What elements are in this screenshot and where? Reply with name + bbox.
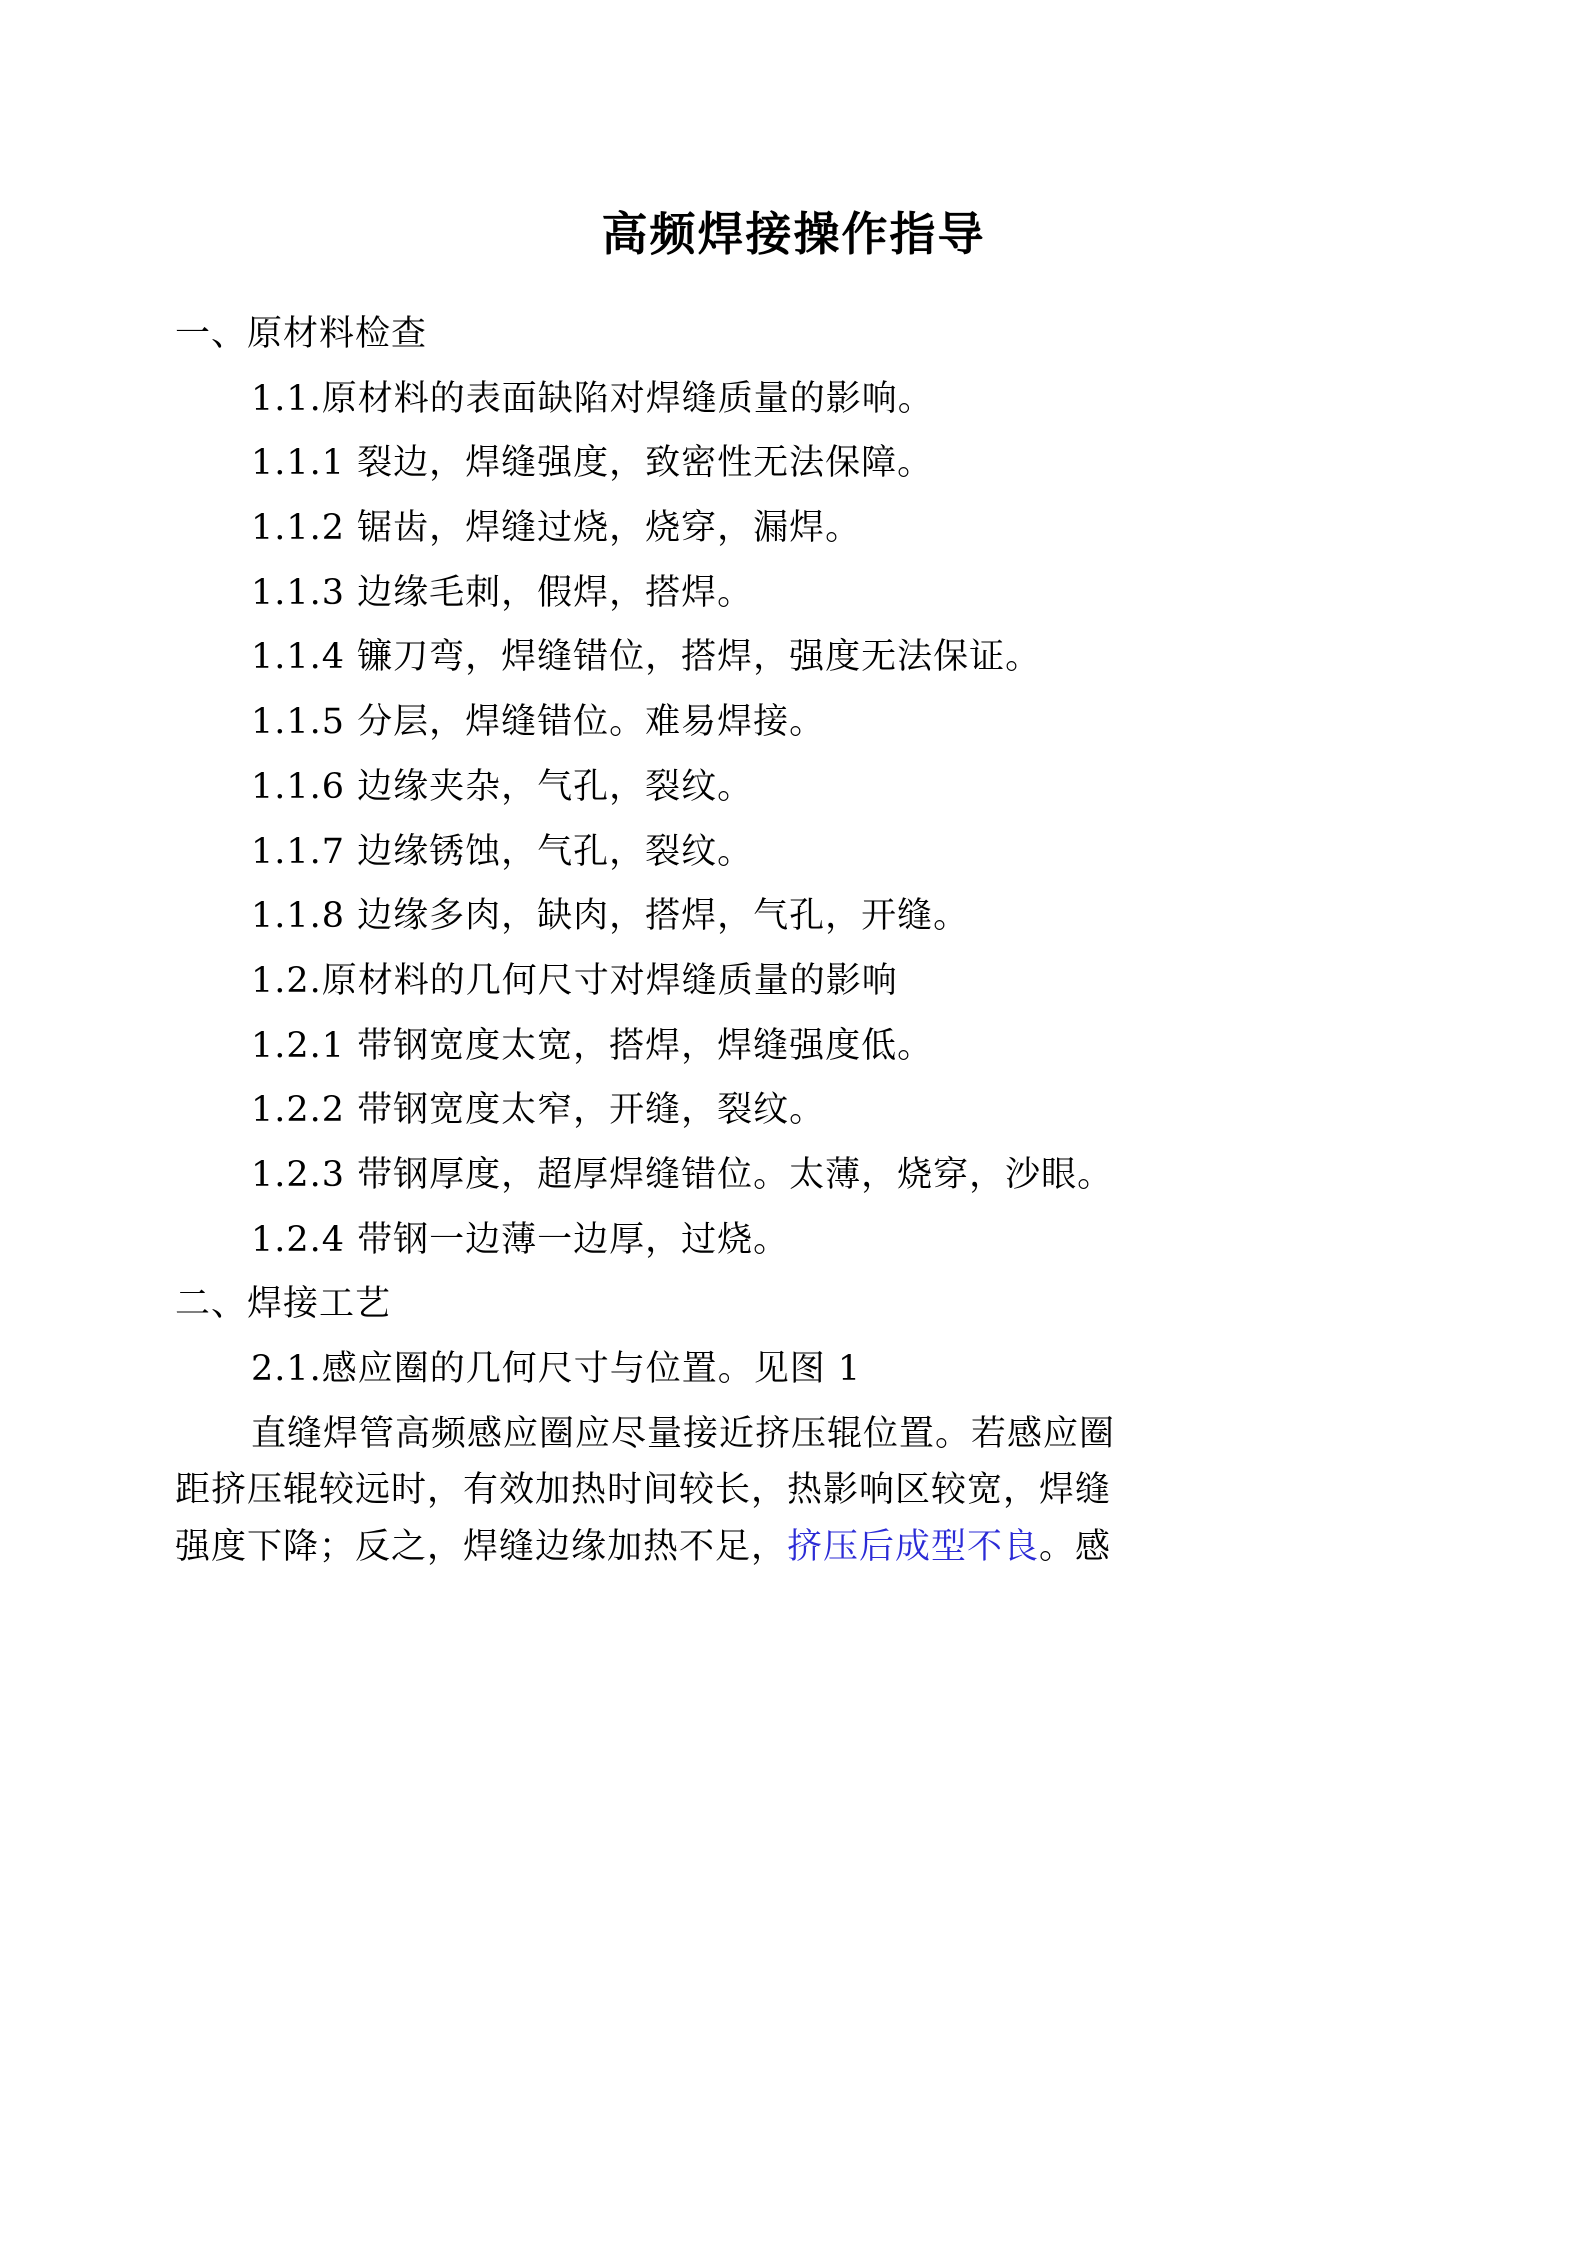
section-heading-1: 一、原材料检查 [175, 314, 428, 354]
list-item-1-2-3: 1.2.3 带钢厚度，超厚焊缝错位。太薄，烧穿，沙眼。 [251, 1154, 1114, 1195]
list-item-1-1-8: 1.1.8 边缘多肉，缺肉，搭焊，气孔，开缝。 [251, 896, 970, 937]
list-item-1-1-7: 1.1.7 边缘锈蚀，气孔，裂纹。 [251, 831, 754, 872]
list-item-1-1-6: 1.1.6 边缘夹杂，气孔，裂纹。 [251, 766, 754, 807]
list-item-2-1: 2.1.感应圈的几何尺寸与位置。见图 1 [251, 1349, 862, 1389]
body-paragraph-line-3-after: 。感 [1039, 1527, 1112, 1568]
list-item-1-2-4: 1.2.4 带钢一边薄一边厚，过烧。 [251, 1219, 790, 1260]
list-item-1-2-2: 1.2.2 带钢宽度太窄，开缝，裂纹。 [251, 1090, 826, 1131]
list-item-1-1-1: 1.1.1 裂边，焊缝强度，致密性无法保障。 [251, 443, 934, 484]
section-heading-2: 二、焊接工艺 [175, 1284, 392, 1325]
body-paragraph-line-3 [175, 1519, 1412, 1576]
list-item-1-1: 1.1.原材料的表面缺陷对焊缝质量的影响。 [251, 378, 934, 419]
page-title: 高频焊接操作指导 [601, 207, 986, 261]
list-item-1-2-1: 1.2.1 带钢宽度太宽，搭焊，焊缝强度低。 [251, 1025, 934, 1066]
list-item-1-1-2: 1.1.2 锯齿，焊缝过烧，烧穿，漏焊。 [251, 508, 862, 549]
list-item-1-1-4: 1.1.4 镰刀弯，焊缝错位，搭焊，强度无法保证。 [251, 637, 1042, 678]
list-item-1-1-3: 1.1.3 边缘毛刺，假焊，搭焊。 [251, 572, 754, 613]
body-paragraph-line-2: 距挤压辊较远时，有效加热时间较长，热影响区较宽，焊缝 [175, 1470, 1112, 1511]
highlighted-text: 挤压后成型不良 [787, 1527, 1040, 1568]
body-paragraph-line-3-before: 强度下降；反之，焊缝边缘加热不足， [175, 1527, 788, 1568]
body-paragraph-line-1: 直缝焊管高频感应圈应尽量接近挤压辊位置。若感应圈 [251, 1413, 1116, 1454]
list-item-1-2: 1.2.原材料的几何尺寸对焊缝质量的影响 [251, 960, 898, 1001]
list-item-1-1-5: 1.1.5 分层，焊缝错位。难易焊接。 [251, 702, 826, 743]
